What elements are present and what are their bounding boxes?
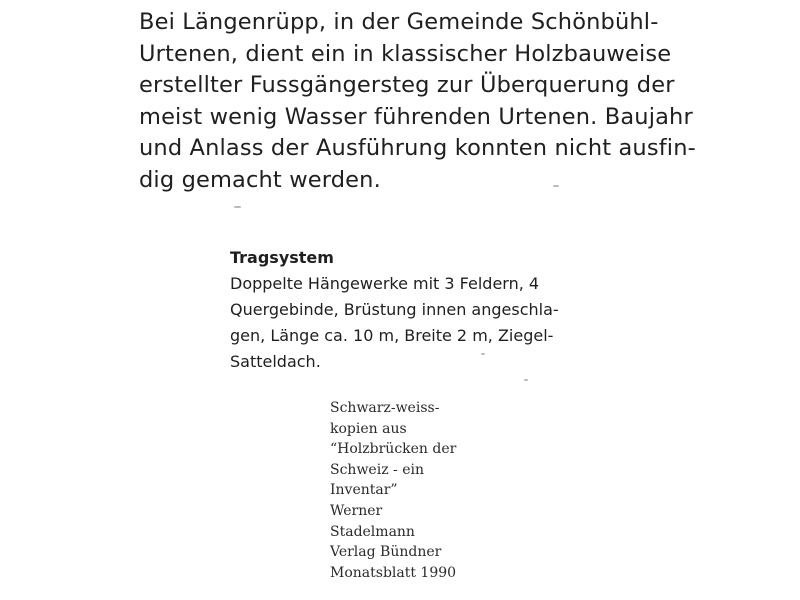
caption-line: Werner xyxy=(330,502,383,519)
paragraph-line: dig gemacht werden. xyxy=(139,166,381,193)
paragraph-line: Bei Längenrüpp, in der Gemeinde Schönbühl- xyxy=(139,9,659,35)
tragsystem-line: gen, Länge ca. 10 m, Breite 2 m, Ziegel- xyxy=(230,326,554,345)
tragsystem-line: Doppelte Hängewerke mit 3 Feldern, 4 xyxy=(230,274,540,293)
caption-line: “Holzbrücken der xyxy=(330,441,457,458)
source-caption xyxy=(330,398,456,583)
caption-line: kopien aus xyxy=(330,420,407,437)
scan-speck xyxy=(481,353,485,355)
paragraph-line: Urtenen, dient ein in klassischer Holzbauweise xyxy=(139,40,672,67)
caption-line: Schwarz-weiss- xyxy=(330,400,440,416)
caption-line: Inventar” xyxy=(330,482,398,499)
paragraph-line: erstellter Fussgängersteg zur Überquerung der xyxy=(139,72,675,98)
scan-speck xyxy=(234,206,241,208)
scan-speck xyxy=(553,185,559,187)
caption-line: Schweiz - ein xyxy=(330,461,424,478)
tragsystem-line: Satteldach. xyxy=(230,352,321,371)
caption-line: Verlag Bündner xyxy=(330,544,442,561)
paragraph-line: meist wenig Wasser führenden Urtenen. Baujahr xyxy=(139,103,693,130)
tragsystem-box xyxy=(230,245,559,375)
scan-speck xyxy=(524,379,528,381)
paragraph-line: und Anlass der Ausführung konnten nicht ausfin- xyxy=(139,135,696,161)
caption-line: Monatsblatt 1990 xyxy=(330,564,457,581)
tragsystem-heading: Tragsystem xyxy=(230,248,334,267)
tragsystem-line: Quergebinde, Brüstung innen angeschla- xyxy=(230,300,559,319)
main-paragraph xyxy=(139,7,696,196)
caption-line: Stadelmann xyxy=(330,523,415,540)
